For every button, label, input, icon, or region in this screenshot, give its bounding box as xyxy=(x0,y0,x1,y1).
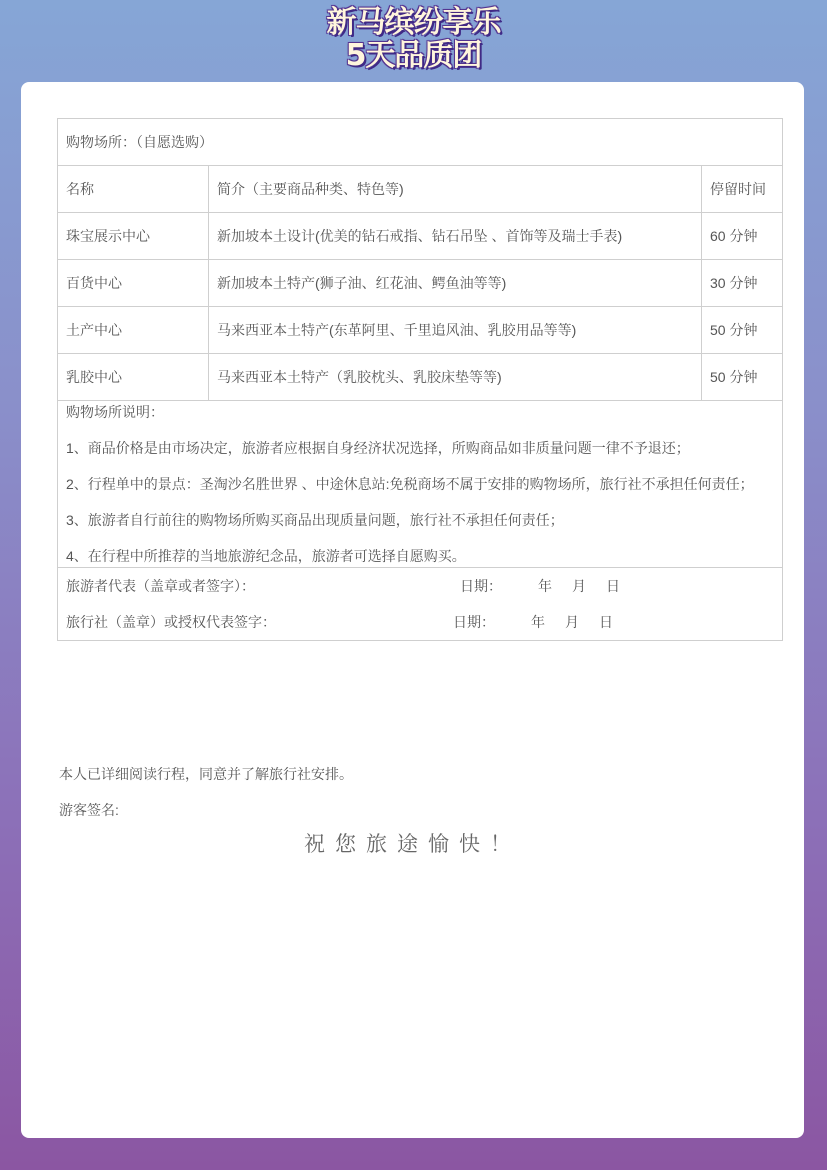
shop-desc: 马来西亚本土特产（乳胶枕头、乳胶床垫等等) xyxy=(209,354,702,401)
year-label: 年 xyxy=(538,578,552,594)
shop-desc: 马来西亚本土特产(东革阿里、千里追风油、乳胶用品等等) xyxy=(209,307,702,354)
shop-desc: 新加坡本土设计(优美的钻石戒指、钻石吊坠 、首饰等及瑞士手表) xyxy=(209,213,702,260)
tourist-signature-row xyxy=(66,568,774,604)
column-header-desc: 简介（主要商品种类、特色等) xyxy=(209,166,702,213)
shop-name: 珠宝展示中心 xyxy=(58,213,209,260)
notes-title: 购物场所说明： xyxy=(66,404,164,420)
poster-title-line1: 新马缤纷享乐 xyxy=(326,5,501,40)
shop-desc: 新加坡本土特产(狮子油、红花油、鳄鱼油等等) xyxy=(209,260,702,307)
column-header-name: 名称 xyxy=(58,166,209,213)
date-label: 日期： xyxy=(453,614,495,630)
farewell-message: 祝您旅途愉快！ xyxy=(304,833,521,856)
agency-signature-row xyxy=(66,604,774,640)
table-row xyxy=(58,260,783,307)
table-row xyxy=(58,213,783,260)
agency-signature-label: 旅行社（盖章）或授权代表签字： xyxy=(66,614,276,630)
month-label: 月 xyxy=(572,578,586,594)
shop-time: 30 分钟 xyxy=(702,260,783,307)
month-label: 月 xyxy=(565,614,579,630)
note-item: 4、在行程中所推荐的当地旅游纪念品，旅游者可选择自愿购买。 xyxy=(66,548,466,564)
column-header-time: 停留时间 xyxy=(702,166,783,213)
shop-time: 50 分钟 xyxy=(702,354,783,401)
tourist-signature-label: 游客签名: xyxy=(59,802,119,818)
tourist-date xyxy=(460,568,620,604)
table-row xyxy=(58,307,783,354)
poster-title-line2: 5天品质团 xyxy=(345,38,482,73)
year-label: 年 xyxy=(531,614,545,630)
note-item: 2、行程单中的景点：圣淘沙名胜世界 、中途休息站:免税商场不属于安排的购物场所，旅行社不承担任何责任； xyxy=(66,476,754,492)
day-label: 日 xyxy=(599,614,613,630)
signature-block xyxy=(58,568,783,641)
note-item: 3、旅游者自行前往的购物场所购买商品出现质量问题，旅行社不承担任何责任； xyxy=(66,512,564,528)
table-row xyxy=(58,354,783,401)
poster-title xyxy=(0,6,827,72)
day-label: 日 xyxy=(606,578,620,594)
document-card xyxy=(21,82,804,1138)
table-header-row xyxy=(58,166,783,213)
shop-name: 土产中心 xyxy=(58,307,209,354)
shop-name: 乳胶中心 xyxy=(58,354,209,401)
agency-date xyxy=(453,604,613,640)
shop-time: 50 分钟 xyxy=(702,307,783,354)
shopping-table xyxy=(57,118,783,641)
tourist-signature-label: 旅游者代表（盖章或者签字）： xyxy=(66,578,255,594)
shop-time: 60 分钟 xyxy=(702,213,783,260)
shop-name: 百货中心 xyxy=(58,260,209,307)
shopping-section-title: 购物场所：（自愿选购） xyxy=(58,119,783,166)
note-item: 1、商品价格是由市场决定，旅游者应根据自身经济状况选择，所购商品如非质量问题一律不予退还； xyxy=(66,440,690,456)
date-label: 日期： xyxy=(460,578,502,594)
agreement-statement: 本人已详细阅读行程，同意并了解旅行社安排。 xyxy=(59,766,353,782)
shopping-notes xyxy=(58,401,783,568)
